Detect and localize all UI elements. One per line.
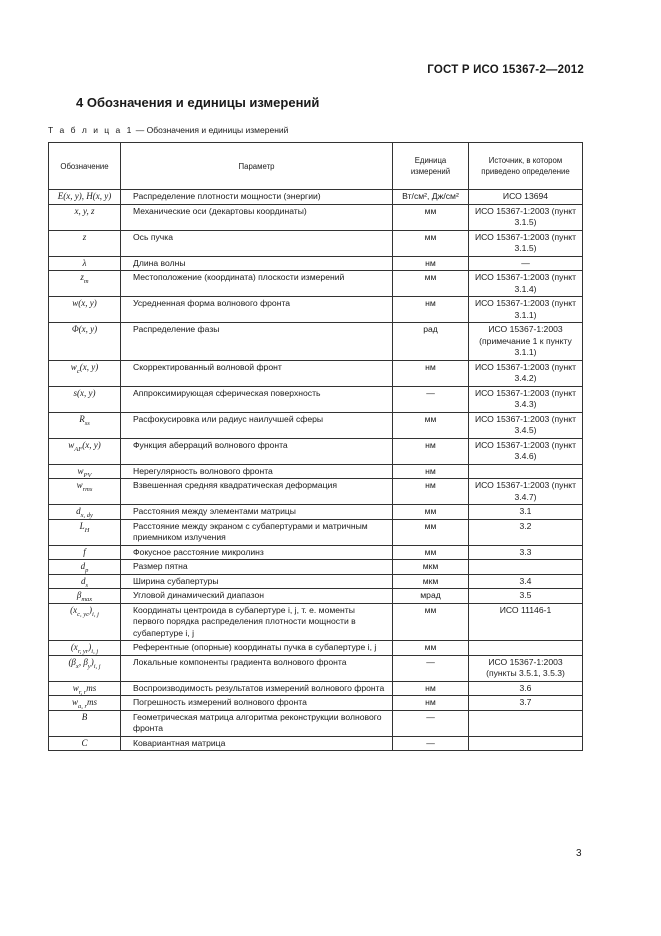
symbol-cell: f (49, 545, 121, 560)
parameter-cell: Ковариантная матрица (121, 736, 393, 751)
parameter-cell: Координаты центроида в субапертуре i, j, т. е. моменты первого порядка распределения плотности мощности в субапертуре i, j (121, 603, 393, 641)
parameter-cell: Размер пятна (121, 560, 393, 575)
table-body (49, 190, 583, 751)
parameter-cell: Геометрическая матрица алгоритма реконструкции волнового фронта (121, 710, 393, 736)
parameter-cell: Аппроксимирующая сферическая поверхность (121, 386, 393, 412)
source-cell: 3.7 (469, 696, 583, 711)
parameter-cell: Расстояния между элементами матрицы (121, 505, 393, 520)
parameter-cell: Распределение фазы (121, 323, 393, 361)
table-row (49, 386, 583, 412)
source-cell: ИСО 15367-1:2003 (пункт 3.1.5) (469, 230, 583, 256)
parameter-cell: Взвешенная средняя квадратическая деформация (121, 479, 393, 505)
source-cell (469, 641, 583, 656)
parameter-cell: Функция аберраций волнового фронта (121, 438, 393, 464)
parameter-cell: Механические оси (декартовы координаты) (121, 204, 393, 230)
parameter-cell: Угловой динамический диапазон (121, 589, 393, 604)
symbol-cell: $\beta_{max}$ (49, 589, 121, 604)
parameter-cell: Ширина субапертуры (121, 574, 393, 589)
source-cell: ИСО 15367-1:2003 (пункт 3.4.6) (469, 438, 583, 464)
symbol-cell: $L_H$ (49, 519, 121, 545)
unit-cell: мм (393, 230, 469, 256)
symbol-cell: $w_{rms}$ (49, 479, 121, 505)
source-cell: ИСО 15367-1:2003 (пункт 3.1.4) (469, 271, 583, 297)
source-cell: ИСО 15367-1:2003 (пункт 3.4.2) (469, 360, 583, 386)
table-row (49, 464, 583, 479)
symbol-cell: λ (49, 256, 121, 271)
source-cell: ИСО 15367-1:2003 (пункты 3.5.1, 3.5.3) (469, 655, 583, 681)
table-row (49, 560, 583, 575)
unit-cell: нм (393, 479, 469, 505)
table-row (49, 589, 583, 604)
symbol-cell: $d_p$ (49, 560, 121, 575)
table-row (49, 297, 583, 323)
header-source: Источник, в котором приведено определение (469, 143, 583, 190)
section-title: 4 Обозначения и единицы измерений (76, 95, 320, 110)
symbol-cell: Φ(x, y) (49, 323, 121, 361)
unit-cell: мм (393, 271, 469, 297)
table-row (49, 271, 583, 297)
unit-cell: Вт/см², Дж/см² (393, 190, 469, 205)
symbol-cell: ($\beta_x$, $\beta_y)_{i, j}$ (49, 655, 121, 681)
unit-cell: — (393, 736, 469, 751)
table-caption-prefix: Т а б л и ц а 1 (48, 125, 134, 135)
table-row (49, 479, 583, 505)
table-row (49, 438, 583, 464)
source-cell: ИСО 15367-1:2003 (пункт 3.4.3) (469, 386, 583, 412)
symbol-cell: E(x, y), H(x, y) (49, 190, 121, 205)
symbol-cell: $w_{r, r}ms$ (49, 681, 121, 696)
symbol-cell: $w_{PV}$ (49, 464, 121, 479)
unit-cell: рад (393, 323, 469, 361)
table-row (49, 545, 583, 560)
unit-cell: нм (393, 297, 469, 323)
symbol-cell: $w_c(x$, y) (49, 360, 121, 386)
parameter-cell: Распределение плотности мощности (энергии) (121, 190, 393, 205)
table-row (49, 519, 583, 545)
symbols-table (48, 142, 583, 751)
parameter-cell: Ось пучка (121, 230, 393, 256)
parameter-cell: Расфокусировка или радиус наилучшей сферы (121, 412, 393, 438)
parameter-cell: Местоположение (координата) плоскости измерений (121, 271, 393, 297)
unit-cell: — (393, 386, 469, 412)
table-header-row (49, 143, 583, 190)
unit-cell: мрад (393, 589, 469, 604)
parameter-cell: Расстояние между экраном с субапертурами и матричным приемником излучения (121, 519, 393, 545)
unit-cell: — (393, 710, 469, 736)
unit-cell: мм (393, 603, 469, 641)
parameter-cell: Нерегулярность волнового фронта (121, 464, 393, 479)
unit-cell: нм (393, 464, 469, 479)
source-cell (469, 710, 583, 736)
symbol-cell: $z_m$ (49, 271, 121, 297)
source-cell: 3.1 (469, 505, 583, 520)
symbol-cell: $(x_{r, yr})_{i, j}$ (49, 641, 121, 656)
source-cell: — (469, 256, 583, 271)
table-row (49, 574, 583, 589)
unit-cell: мм (393, 505, 469, 520)
source-cell: 3.4 (469, 574, 583, 589)
table-caption (48, 125, 288, 135)
unit-cell: мм (393, 519, 469, 545)
unit-cell: мм (393, 204, 469, 230)
symbol-cell: $d_{x, dy}$ (49, 505, 121, 520)
table-row (49, 230, 583, 256)
header-symbol: Обозначение (49, 143, 121, 190)
unit-cell: нм (393, 438, 469, 464)
source-cell: 3.2 (469, 519, 583, 545)
table-row (49, 696, 583, 711)
table-row (49, 710, 583, 736)
unit-cell: нм (393, 256, 469, 271)
parameter-cell: Воспроизводимость результатов измерений волнового фронта (121, 681, 393, 696)
unit-cell: мкм (393, 560, 469, 575)
parameter-cell: Длина волны (121, 256, 393, 271)
parameter-cell: Референтные (опорные) координаты пучка в субапертуре i, j (121, 641, 393, 656)
source-cell: ИСО 15367-1:2003 (пункт 3.1.1) (469, 297, 583, 323)
source-cell: 3.3 (469, 545, 583, 560)
parameter-cell: Усредненная форма волнового фронта (121, 297, 393, 323)
table-row (49, 655, 583, 681)
header-unit: Единица измерений (393, 143, 469, 190)
symbol-cell: $(x_{c, yc})_{i, j}$ (49, 603, 121, 641)
symbol-cell: $R_{ss}$ (49, 412, 121, 438)
unit-cell: мм (393, 545, 469, 560)
table-row (49, 323, 583, 361)
table-row (49, 505, 583, 520)
table-row (49, 256, 583, 271)
source-cell: ИСО 13694 (469, 190, 583, 205)
source-cell: 3.5 (469, 589, 583, 604)
unit-cell: нм (393, 696, 469, 711)
table-row (49, 190, 583, 205)
source-cell (469, 736, 583, 751)
table-row (49, 641, 583, 656)
table-row (49, 736, 583, 751)
parameter-cell: Погрешность измерений волнового фронта (121, 696, 393, 711)
source-cell: ИСО 15367-1:2003 (примечание 1 к пункту 3.1.1) (469, 323, 583, 361)
unit-cell: нм (393, 681, 469, 696)
table-row (49, 360, 583, 386)
symbol-cell: B (49, 710, 121, 736)
symbol-cell: $w_{a, r}ms$ (49, 696, 121, 711)
table-row (49, 603, 583, 641)
unit-cell: мм (393, 641, 469, 656)
unit-cell: мм (393, 412, 469, 438)
parameter-cell: Скорректированный волновой фронт (121, 360, 393, 386)
table-row (49, 204, 583, 230)
document-header: ГОСТ Р ИСО 15367-2—2012 (427, 64, 584, 76)
table-row (49, 412, 583, 438)
page-number: 3 (576, 848, 582, 859)
unit-cell: нм (393, 360, 469, 386)
table-row (49, 681, 583, 696)
table-caption-text: — Обозначения и единицы измерений (133, 125, 289, 135)
symbol-cell: C (49, 736, 121, 751)
source-cell (469, 464, 583, 479)
unit-cell: мкм (393, 574, 469, 589)
symbol-cell: $w_{AF}(x$, y) (49, 438, 121, 464)
source-cell: ИСО 15367-1:2003 (пункт 3.4.7) (469, 479, 583, 505)
parameter-cell: Локальные компоненты градиента волнового фронта (121, 655, 393, 681)
source-cell: ИСО 11146-1 (469, 603, 583, 641)
symbol-cell: $d_s$ (49, 574, 121, 589)
parameter-cell: Фокусное расстояние микролинз (121, 545, 393, 560)
symbol-cell: x, y, z (49, 204, 121, 230)
symbol-cell: w(x, y) (49, 297, 121, 323)
header-parameter: Параметр (121, 143, 393, 190)
source-cell (469, 560, 583, 575)
unit-cell: — (393, 655, 469, 681)
symbol-cell: z (49, 230, 121, 256)
source-cell: ИСО 15367-1:2003 (пункт 3.4.5) (469, 412, 583, 438)
symbol-cell: s(x, y) (49, 386, 121, 412)
source-cell: 3.6 (469, 681, 583, 696)
source-cell: ИСО 15367-1:2003 (пункт 3.1.5) (469, 204, 583, 230)
